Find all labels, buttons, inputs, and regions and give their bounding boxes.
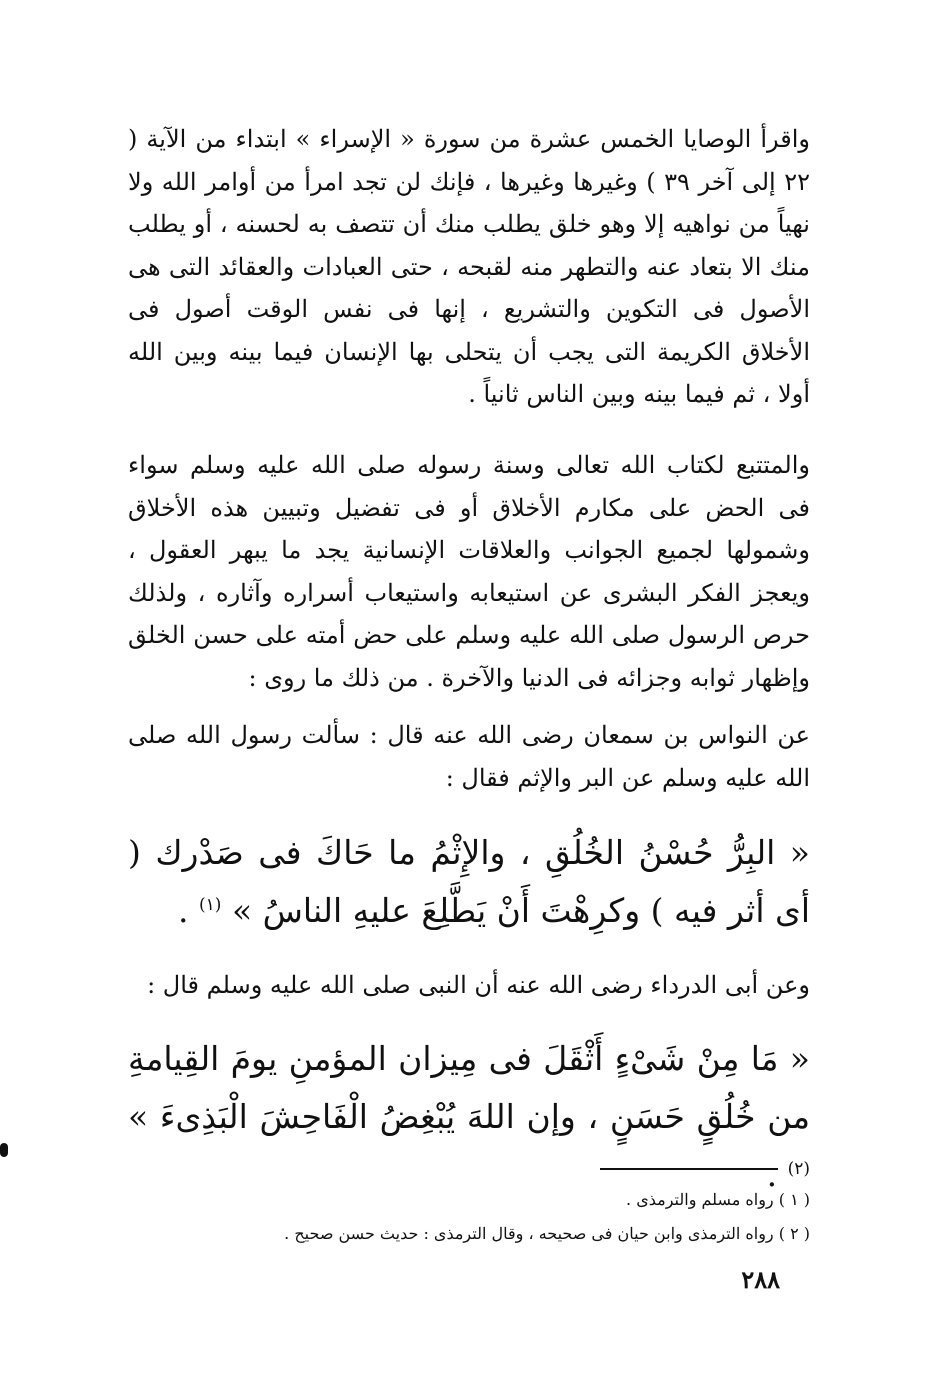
paragraph-commandments: واقرأ الوصايا الخمس عشرة من سورة « الإسراء » ابتداء من الآية ( ٢٢ إلى آخر ٣٩ ) وغيرها وغيرها ، فإنك لن تجد امرأ من أوامر الله ولا نهياً من نواهيه إلا وهو خلق يطلب منك أن تتصف به لحسنه ، أو يطلب منك الا بتعاد عنه والتطهر منه لقبحه ، حتى العبادات والعقائد التى هى الأصول فى التكوين والتشريع ، إنها فى نفس الوقت أصول فى الأخلاق الكريمة التى يجب أن يتحلى بها الإنسان فيما بينه وبين الله أولا ، ثم فيما بينه وبين الناس ثانياً . — [128, 125, 811, 408]
hadith-good-character — [128, 1030, 810, 1204]
paragraph-nawwas-intro: عن النواس بن سمعان رضى الله عنه قال : سألت رسول الله صلى الله عليه وسلم عن البر والإثم فقال : — [128, 721, 810, 792]
footnote-ref-1: (١) — [199, 895, 222, 915]
footnote-2: ( ٢ ) رواه الترمذى وابن حيان فى صحيحه ، وقال الترمذى : حديث حسن صحيح . — [284, 1224, 810, 1243]
scan-edge-mark — [0, 1143, 8, 1157]
hadith-end-mark: . — [766, 1155, 788, 1194]
hadith-end-mark: . — [178, 891, 200, 930]
hadith-text: « البِرُّ حُسْنُ الخُلُقِ ، والإِثْمُ ما حَاكَ فى صَدْرك ( أى أثر فيه ) وكرِهْتَ أَنْ يَطَّلِعَ عليهِ الناسُ » — [128, 833, 810, 930]
footnote-ref-2: (٢) — [787, 1159, 810, 1179]
hadith-text: « مَا مِنْ شَىْءٍ أَثْقَلَ فى مِيزان المؤمنِ يومَ القِيامةِ من خُلُقٍ حَسَنٍ ، وإن اللهَ يُبْغِضُ الْفَاحِشَ الْبَذِىءَ » — [128, 1039, 810, 1136]
paragraph-abu-darda-intro: وعن أبى الدرداء رضى الله عنه أن النبى صلى الله عليه وسلم قال : — [147, 971, 810, 999]
hadith-righteousness — [128, 824, 810, 940]
footnote-divider — [600, 1168, 778, 1170]
page-number: ٢٨٨ — [741, 1265, 780, 1294]
footnote-1: ( ١ ) رواه مسلم والترمذى . — [626, 1190, 810, 1209]
paragraph-sunnah: والمتتبع لكتاب الله تعالى وسنة رسوله صلى الله عليه وسلم سواء فى الحض على مكارم الأخلاق أو فى تفضيل وتبيين هذه الأخلاق وشمولها لجميع الجوانب والعلاقات الإنسانية يجد ما يبهر العقول ، ويعجز الفكر البشرى عن استيعابه واستيعاب أسراره وآثاره ، ولذلك حرص الرسول صلى الله عليه وسلم على حض أمته على حسن الخلق وإظهار ثوابه وجزائه فى الدنيا والآخرة . من ذلك ما روى : — [128, 451, 810, 692]
